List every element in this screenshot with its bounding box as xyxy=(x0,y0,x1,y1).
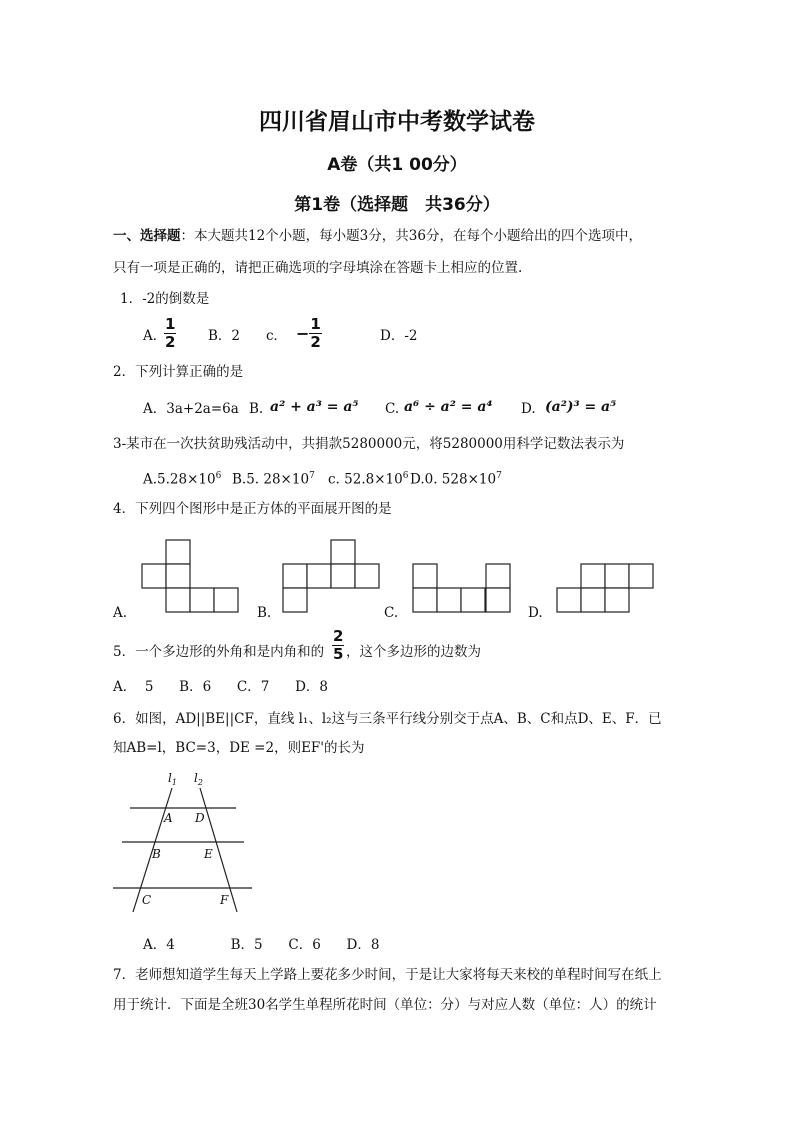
section-a-heading: A卷（共1 00分） xyxy=(327,155,467,175)
label-l1: $l_1$ xyxy=(168,771,177,787)
q3-a-text: A.5.28×10 xyxy=(143,471,216,488)
q5-stem-post: ，这个多边形的边数为 xyxy=(346,644,481,660)
fraction-numerator: 2 xyxy=(333,627,344,645)
point-c: C xyxy=(142,893,152,907)
instructions-line-2: 只有一项是正确的，请把正确选项的字母填涂在答题卡上相应的位置. xyxy=(113,260,523,276)
fraction-numerator: 1 xyxy=(165,315,176,333)
q5-stem-pre: 5．一个多边形的外角和是内角和的 xyxy=(113,644,325,660)
point-d: D xyxy=(195,811,205,825)
q2-option-c-label: C. xyxy=(385,401,400,417)
minus-sign: − xyxy=(296,324,310,343)
q3-a-exponent: 6 xyxy=(215,471,222,481)
fraction-denominator: 2 xyxy=(310,333,321,351)
label-l2: $l_2$ xyxy=(194,771,203,787)
fraction-denominator: 2 xyxy=(165,333,176,351)
q1-option-b: B．2 xyxy=(208,328,241,344)
q6-options: A．4 B．5 C．6 D．8 xyxy=(143,937,380,953)
point-b: B xyxy=(152,847,161,861)
q2-stem: 2．下列计算正确的是 xyxy=(113,364,244,380)
q3-b-text: B.5. 28×10 xyxy=(232,471,310,488)
instructions-text-1: ：本大题共12个小题，每小题3分，共36分，在每个小题给出的四个选项中， xyxy=(180,228,642,244)
q3-c-text: c. 52.8×10 xyxy=(328,471,403,488)
point-e: E xyxy=(204,847,213,861)
fraction-numerator: 1 xyxy=(310,315,321,333)
q2-option-a: A．3a+2a=6a xyxy=(143,401,239,417)
q1-option-d: D．-2 xyxy=(380,328,418,344)
q3-c-exponent: 6 xyxy=(402,471,409,481)
q2-option-b-label: B. xyxy=(249,401,264,417)
q6-line-2: 知AB=l，BC=3，DE =2，则EF'的长为 xyxy=(113,740,365,756)
q2-option-b-expr: a² + a³ = a⁵ xyxy=(270,399,359,415)
q2-option-d-expr: (a²)³ = a⁵ xyxy=(545,399,617,415)
q4-option-a-label: A. xyxy=(113,605,128,621)
q2-option-c-expr: a⁶ ÷ a² = a⁴ xyxy=(404,399,493,415)
q1-stem: 1．-2的倒数是 xyxy=(120,291,210,307)
exam-title: 四川省眉山市中考数学试卷 xyxy=(259,109,535,135)
fraction-denominator: 5 xyxy=(333,645,344,663)
q1-option-c-label: c． xyxy=(266,328,288,344)
q3-b-exponent: 7 xyxy=(309,471,315,481)
point-a: A xyxy=(164,811,173,825)
section-1-heading: 第1卷（选择题 共36分） xyxy=(294,195,500,215)
q4-option-b-label: B. xyxy=(257,605,272,621)
instructions-label: 一、选择题 xyxy=(113,228,181,244)
q3-stem: 3-某市在一次扶贫助残活动中，共捐款5280000元，将5280000用科学记数法表示为 xyxy=(113,436,625,452)
q4-stem: 4．下列四个图形中是正方体的平面展开图的是 xyxy=(113,501,392,517)
q3-d-exponent: 7 xyxy=(496,471,502,481)
q2-option-d-label: D. xyxy=(521,401,536,417)
q4-option-d-label: D. xyxy=(528,605,543,621)
q5-options: A． 5 B．6 C．7 D．8 xyxy=(113,679,329,695)
q6-line-1: 6．如图，AD||BE||CF，直线 l₁、l₂这与三条平行线分别交于点A、B、C和点D、E、F．已 xyxy=(113,711,662,727)
q7-line-1: 7．老师想知道学生每天上学路上要花多少时间，于是让大家将每天来校的单程时间写在纸上 xyxy=(113,967,662,983)
point-f: F xyxy=(220,893,229,907)
q4-option-c-label: C. xyxy=(384,605,399,621)
q7-line-2: 用于统计．下面是全班30名学生单程所花时间（单位：分）与对应人数（单位：人）的统计 xyxy=(113,997,657,1013)
q1-option-a-label: A． xyxy=(143,328,167,344)
q3-d-text: D.0. 528×10 xyxy=(410,471,497,488)
